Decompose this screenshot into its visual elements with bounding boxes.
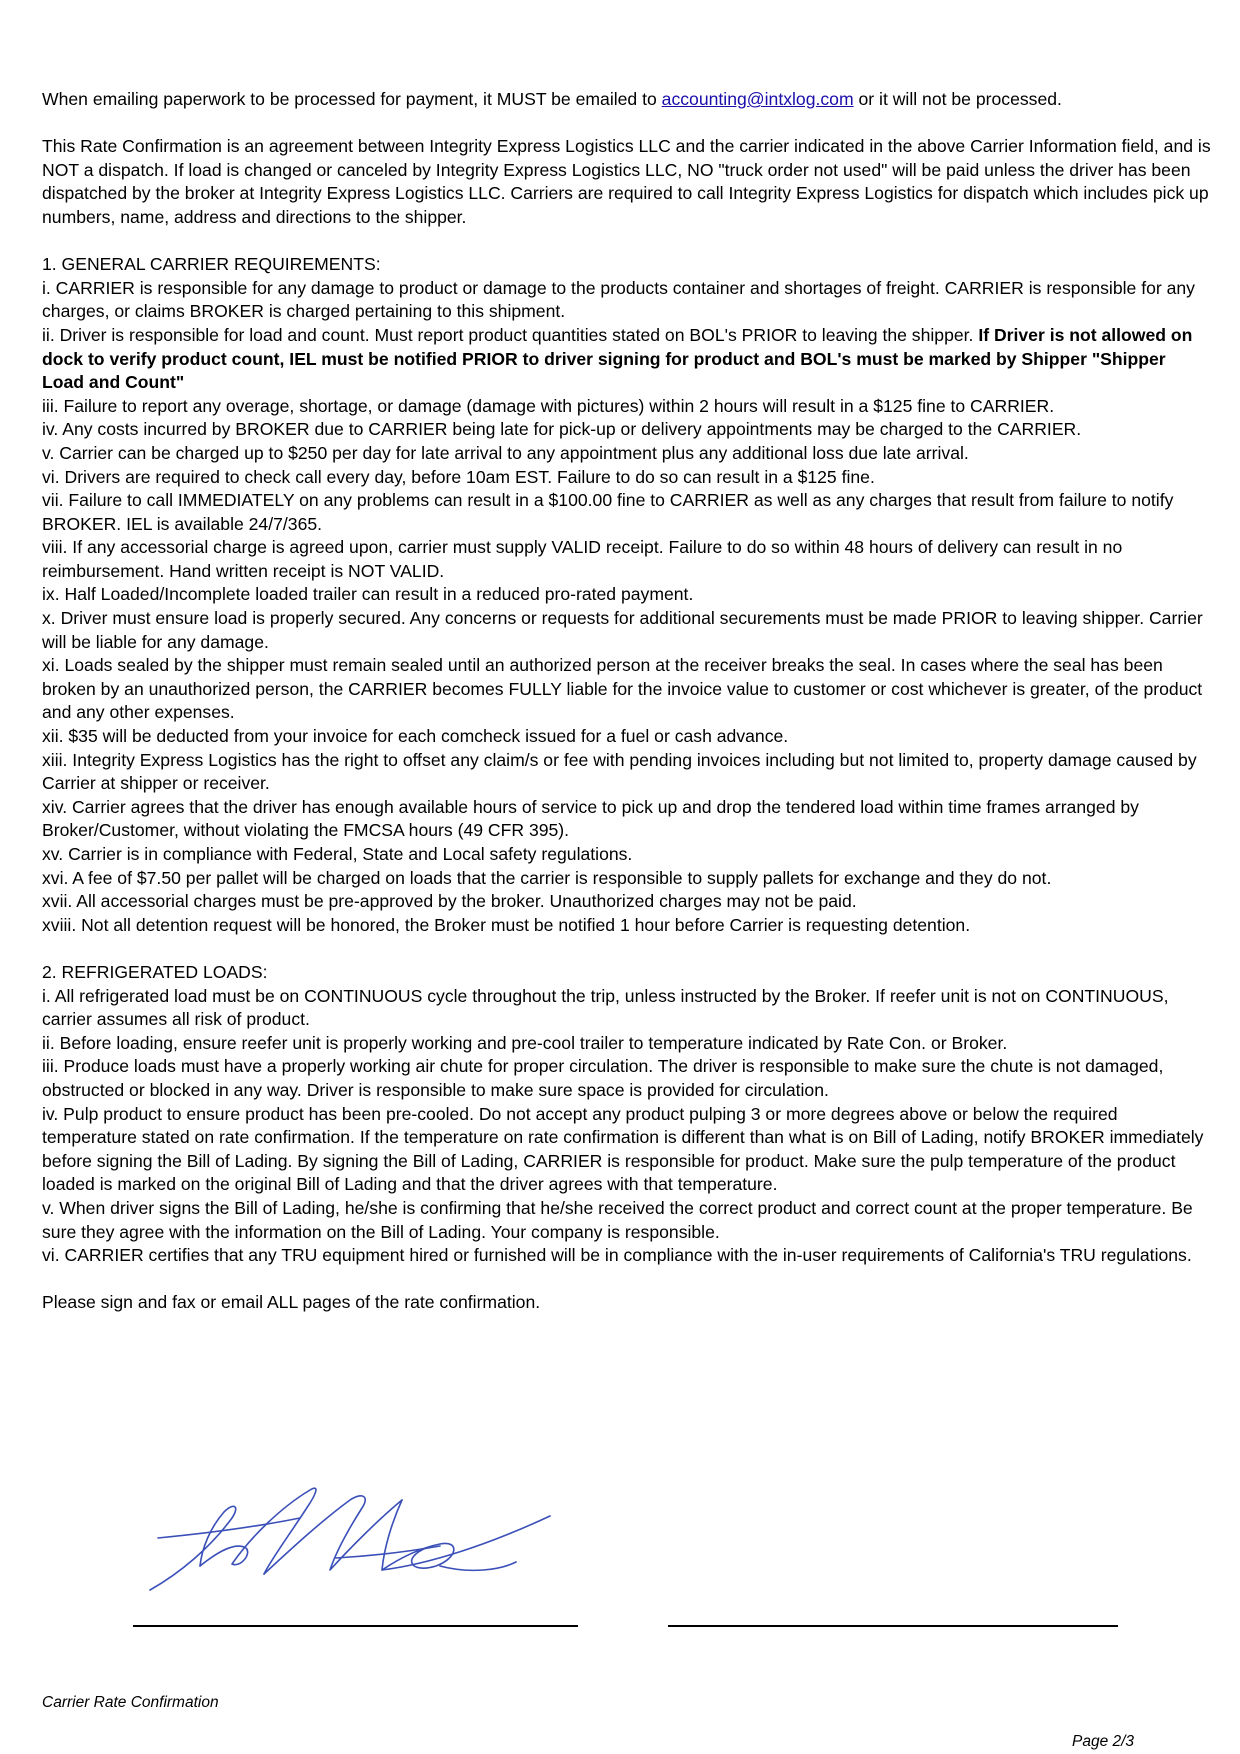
section2-heading: 2. REFRIGERATED LOADS: <box>42 961 268 982</box>
section1-item: xvii. All accessorial charges must be pre-approved by the broker. Unauthorized charges may not be paid. <box>42 891 857 912</box>
signature-line-left <box>133 1625 578 1627</box>
section1-heading: 1. GENERAL CARRIER REQUIREMENTS: <box>42 254 381 275</box>
email-notice-tail: or it will not be processed. <box>853 89 1062 109</box>
section1-item: ix. Half Loaded/Incomplete loaded trailer can result in a reduced pro-rated payment. <box>42 584 694 605</box>
page-number: Page 2/3 <box>1072 1733 1135 1750</box>
section1-item: xv. Carrier is in compliance with Federal, State and Local safety regulations. <box>42 844 633 864</box>
accounting-email-link[interactable]: accounting@intxlog.com <box>661 89 854 109</box>
section1-item: x. Driver must ensure load is properly secured. Any concerns or requests for additional securements must be made PRIOR to leaving shipper. Carrier will be liable for any damage. <box>42 608 1203 652</box>
section2-item: i. All refrigerated load must be on CONTINUOUS cycle throughout the trip, unless instructed by the Broker. If reefer unit is not on CONTINUOUS, carrier assumes all risk of product. <box>42 985 1169 1030</box>
email-notice <box>42 88 1212 112</box>
section1-item: xvi. A fee of $7.50 per pallet will be charged on loads that the carrier is responsible to supply pallets for exchange and they do not. <box>42 867 1052 888</box>
signature-image <box>140 1478 580 1608</box>
section1-item: vi. Drivers are required to check call every day, before 10am EST. Failure to do so can result in a $125 fine. <box>42 466 875 487</box>
signature-line-right <box>668 1625 1118 1627</box>
section1-item: xviii. Not all detention request will be honored, the Broker must be notified 1 hour before Carrier is requesting detention. <box>42 914 971 935</box>
section2-item: v. When driver signs the Bill of Lading, he/she is confirming that he/she received the correct product and correct count at the proper temperature. Be sure they agree with the information on the Bill of Lading. Your company is responsible. <box>42 1197 1193 1242</box>
section1-item: iii. Failure to report any overage, shortage, or damage (damage with pictures) within 2 hours will result in a $125 fine to CARRIER. <box>42 395 1055 416</box>
section1-item-text: ii. Driver is responsible for load and count. Must report product quantities stated on BOL's PRIOR to leaving the shipper. <box>42 324 979 345</box>
section2-item: vi. CARRIER certifies that any TRU equipment hired or furnished will be in compliance with the in-user requirements of California's TRU regulations. <box>42 1245 1192 1266</box>
section1-item: iv. Any costs incurred by BROKER due to CARRIER being late for pick-up or delivery appointments may be charged to the CARRIER. <box>42 419 1082 440</box>
section1-item <box>42 324 1212 395</box>
document-body <box>42 88 1212 1315</box>
section1-item: i. CARRIER is responsible for any damage to product or damage to the products container and shortages of freight. CARRIER is responsible for any charges, or claims BROKER is charged pertaining to this shipment. <box>42 277 1195 322</box>
closing-instruction: Please sign and fax or email ALL pages of the rate confirmation. <box>42 1292 541 1313</box>
section2-item: iv. Pulp product to ensure product has been pre-cooled. Do not accept any product pulping 3 or more degrees above or below the required temperature stated on rate confirmation. If the temperature on rate confirmation is different than what is on Bill of Lading, notify BROKER immediately before signing the Bill of Lading. By signing the Bill of Lading, CARRIER is responsible for product. Make sure the pulp temperature of the product loaded is marked on the original Bill of Lading and that the driver agrees with that temperature. <box>42 1103 1204 1195</box>
section2-item: ii. Before loading, ensure reefer unit is properly working and pre-cool trailer to temperature indicated by Rate Con. or Broker. <box>42 1032 1008 1053</box>
section1-item: viii. If any accessorial charge is agreed upon, carrier must supply VALID receipt. Failure to do so within 48 hours of delivery can result in no reimbursement. Hand written receipt is NOT VALID. <box>42 537 1123 581</box>
email-notice-text: When emailing paperwork to be processed for payment, it MUST be emailed to <box>42 89 662 109</box>
section1-item: v. Carrier can be charged up to $250 per day for late arrival to any appointment plus any additional loss due late arrival. <box>42 442 969 463</box>
intro-paragraph: This Rate Confirmation is an agreement between Integrity Express Logistics LLC and the carrier indicated in the above Carrier Information field, and is NOT a dispatch. If load is changed or canceled by Integrity Express Logistics LLC, NO "truck order not used" will be paid unless the driver has been dispatched by the broker at Integrity Express Logistics LLC. Carriers are required to call Integrity Express Logistics for dispatch which includes pick up numbers, name, address and directions to the shipper. <box>42 136 1211 227</box>
section1-item: xii. $35 will be deducted from your invoice for each comcheck issued for a fuel or cash advance. <box>42 726 789 747</box>
section1-item: xiii. Integrity Express Logistics has the right to offset any claim/s or fee with pending invoices including but not limited to, property damage caused by Carrier at shipper or receiver. <box>42 749 1197 794</box>
section1-item: vii. Failure to call IMMEDIATELY on any problems can result in a $100.00 fine to CARRIER as well as any charges that result from failure to notify BROKER. IEL is available 24/7/365. <box>42 490 1174 534</box>
section1-item-bold-text: If Driver is not allowed on dock to verify product count, IEL must be notified PRIOR to driver signing for product and BOL's must be marked by Shipper "Shipper Load and Count" <box>42 324 1193 393</box>
section1-item: xiv. Carrier agrees that the driver has enough available hours of service to pick up and drop the tendered load within time frames arranged by Broker/Customer, without violating the FMCSA hours (49 CFR 395). <box>42 796 1139 841</box>
section1-item: xi. Loads sealed by the shipper must remain sealed until an authorized person at the receiver breaks the seal. In cases where the seal has been broken by an unauthorized person, the CARRIER becomes FULLY liable for the invoice value to customer or cost whichever is greater, of the product and any other expenses. <box>42 655 1203 723</box>
section2-item: iii. Produce loads must have a properly working air chute for proper circulation. The driver is responsible to make sure the chute is not damaged, obstructed or blocked in any way. Driver is responsible to make sure space is provided for circulation. <box>42 1056 1164 1100</box>
footer-title: Carrier Rate Confirmation <box>42 1694 219 1711</box>
